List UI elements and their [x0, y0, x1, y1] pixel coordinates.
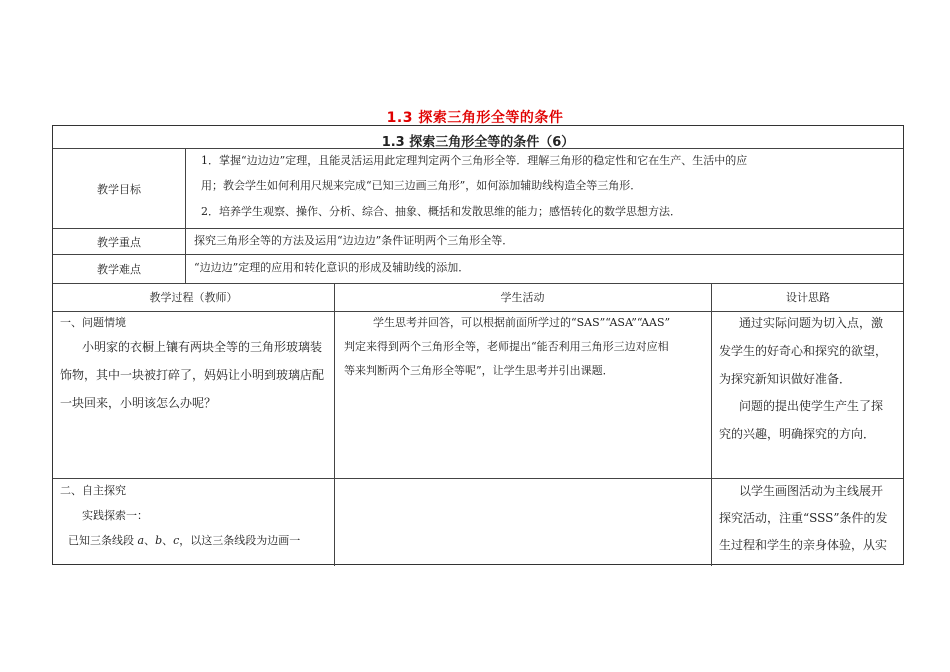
lesson-plan-table — [52, 125, 904, 565]
section-1-design-line-4: 问题的提出使学生产生了探 — [739, 399, 884, 413]
row-divider — [53, 478, 903, 479]
separator: 、 — [144, 534, 156, 547]
section-2-design-line-1: 以学生画图活动为主线展开 — [739, 484, 884, 498]
section-2-prefix: 已知三条线段 — [68, 534, 138, 547]
variable-b: b — [155, 534, 163, 547]
goals-line-1: 1．掌握“边边边”定理，且能灵活运用此定理判定两个三角形全等．理解三角形的稳定性和它在生产、生活中的应 — [201, 154, 748, 167]
section-1-design-line-5: 究的兴趣，明确探究的方向． — [719, 427, 876, 441]
section-2-design-line-2: 探究活动，注重“SSS”条件的发 — [719, 511, 888, 525]
row-divider — [53, 311, 903, 312]
key-points-label: 教学重点 — [97, 236, 141, 249]
difficulties-text: “边边边”定理的应用和转化意识的形成及辅助线的添加． — [194, 261, 470, 274]
column-divider — [334, 283, 335, 566]
section-2-sub: 实践探索一： — [82, 509, 148, 522]
section-2-suffix: ，以这三条线段为边画一 — [179, 534, 301, 547]
goals-line-2: 用；教会学生如何利用尺规来完成“已知三边画三角形”，如何添加辅助线构造全等三角形． — [201, 179, 642, 192]
row-divider — [53, 283, 903, 284]
section-2-heading: 二、自主探究 — [60, 484, 126, 497]
section-2-design-line-3: 生过程和学生的亲身体验，从实 — [719, 538, 888, 552]
column-header-student: 学生活动 — [500, 291, 545, 304]
section-1-student-line-3: 等来判断两个三角形全等呢”，让学生思考并引出课题． — [344, 364, 614, 377]
section-2-teacher-line — [68, 534, 300, 548]
section-1-design-line-2: 发学生的好奇心和探究的欲望， — [719, 344, 888, 358]
document-title: 1.3 探索三角形全等的条件 — [386, 110, 564, 126]
variable-a: a — [137, 534, 145, 547]
separator: 、 — [162, 534, 174, 547]
section-1-student-line-1: 学生思考并回答，可以根据前面所学过的“SAS”“ASA”“AAS” — [373, 316, 671, 329]
row-divider — [53, 148, 903, 149]
section-1-design-line-1: 通过实际问题为切入点，激 — [739, 316, 884, 330]
column-header-teacher: 教学过程（教师） — [149, 291, 238, 304]
table-title: 1.3 探索三角形全等的条件（6） — [381, 135, 575, 150]
column-divider — [711, 283, 712, 566]
goals-label: 教学目标 — [97, 183, 141, 196]
column-divider — [185, 148, 186, 283]
section-1-teacher-line-1: 小明家的衣橱上镶有两块全等的三角形玻璃装 — [82, 340, 323, 354]
section-1-student-line-2: 判定来得到两个三角形全等，老师提出“能否利用三角形三边对应相 — [344, 340, 669, 353]
row-divider — [53, 228, 903, 229]
section-1-teacher-line-2: 饰物，其中一块被打碎了，妈妈让小明到玻璃店配 — [60, 368, 325, 382]
key-points-text: 探究三角形全等的方法及运用“边边边”条件证明两个三角形全等． — [194, 234, 514, 247]
goals-line-3: 2．培养学生观察、操作、分析、综合、抽象、概括和发散思维的能力；感悟转化的数学思想方法． — [201, 205, 681, 218]
difficulties-label: 教学难点 — [97, 263, 141, 276]
section-1-teacher-line-3: 一块回来，小明该怎么办呢？ — [60, 396, 217, 410]
column-header-design: 设计思路 — [786, 291, 830, 304]
section-1-heading: 一、问题情境 — [60, 316, 126, 329]
row-divider — [53, 254, 903, 255]
variable-c: c — [173, 534, 180, 547]
section-1-design-line-3: 为探究新知识做好准备． — [719, 372, 852, 386]
